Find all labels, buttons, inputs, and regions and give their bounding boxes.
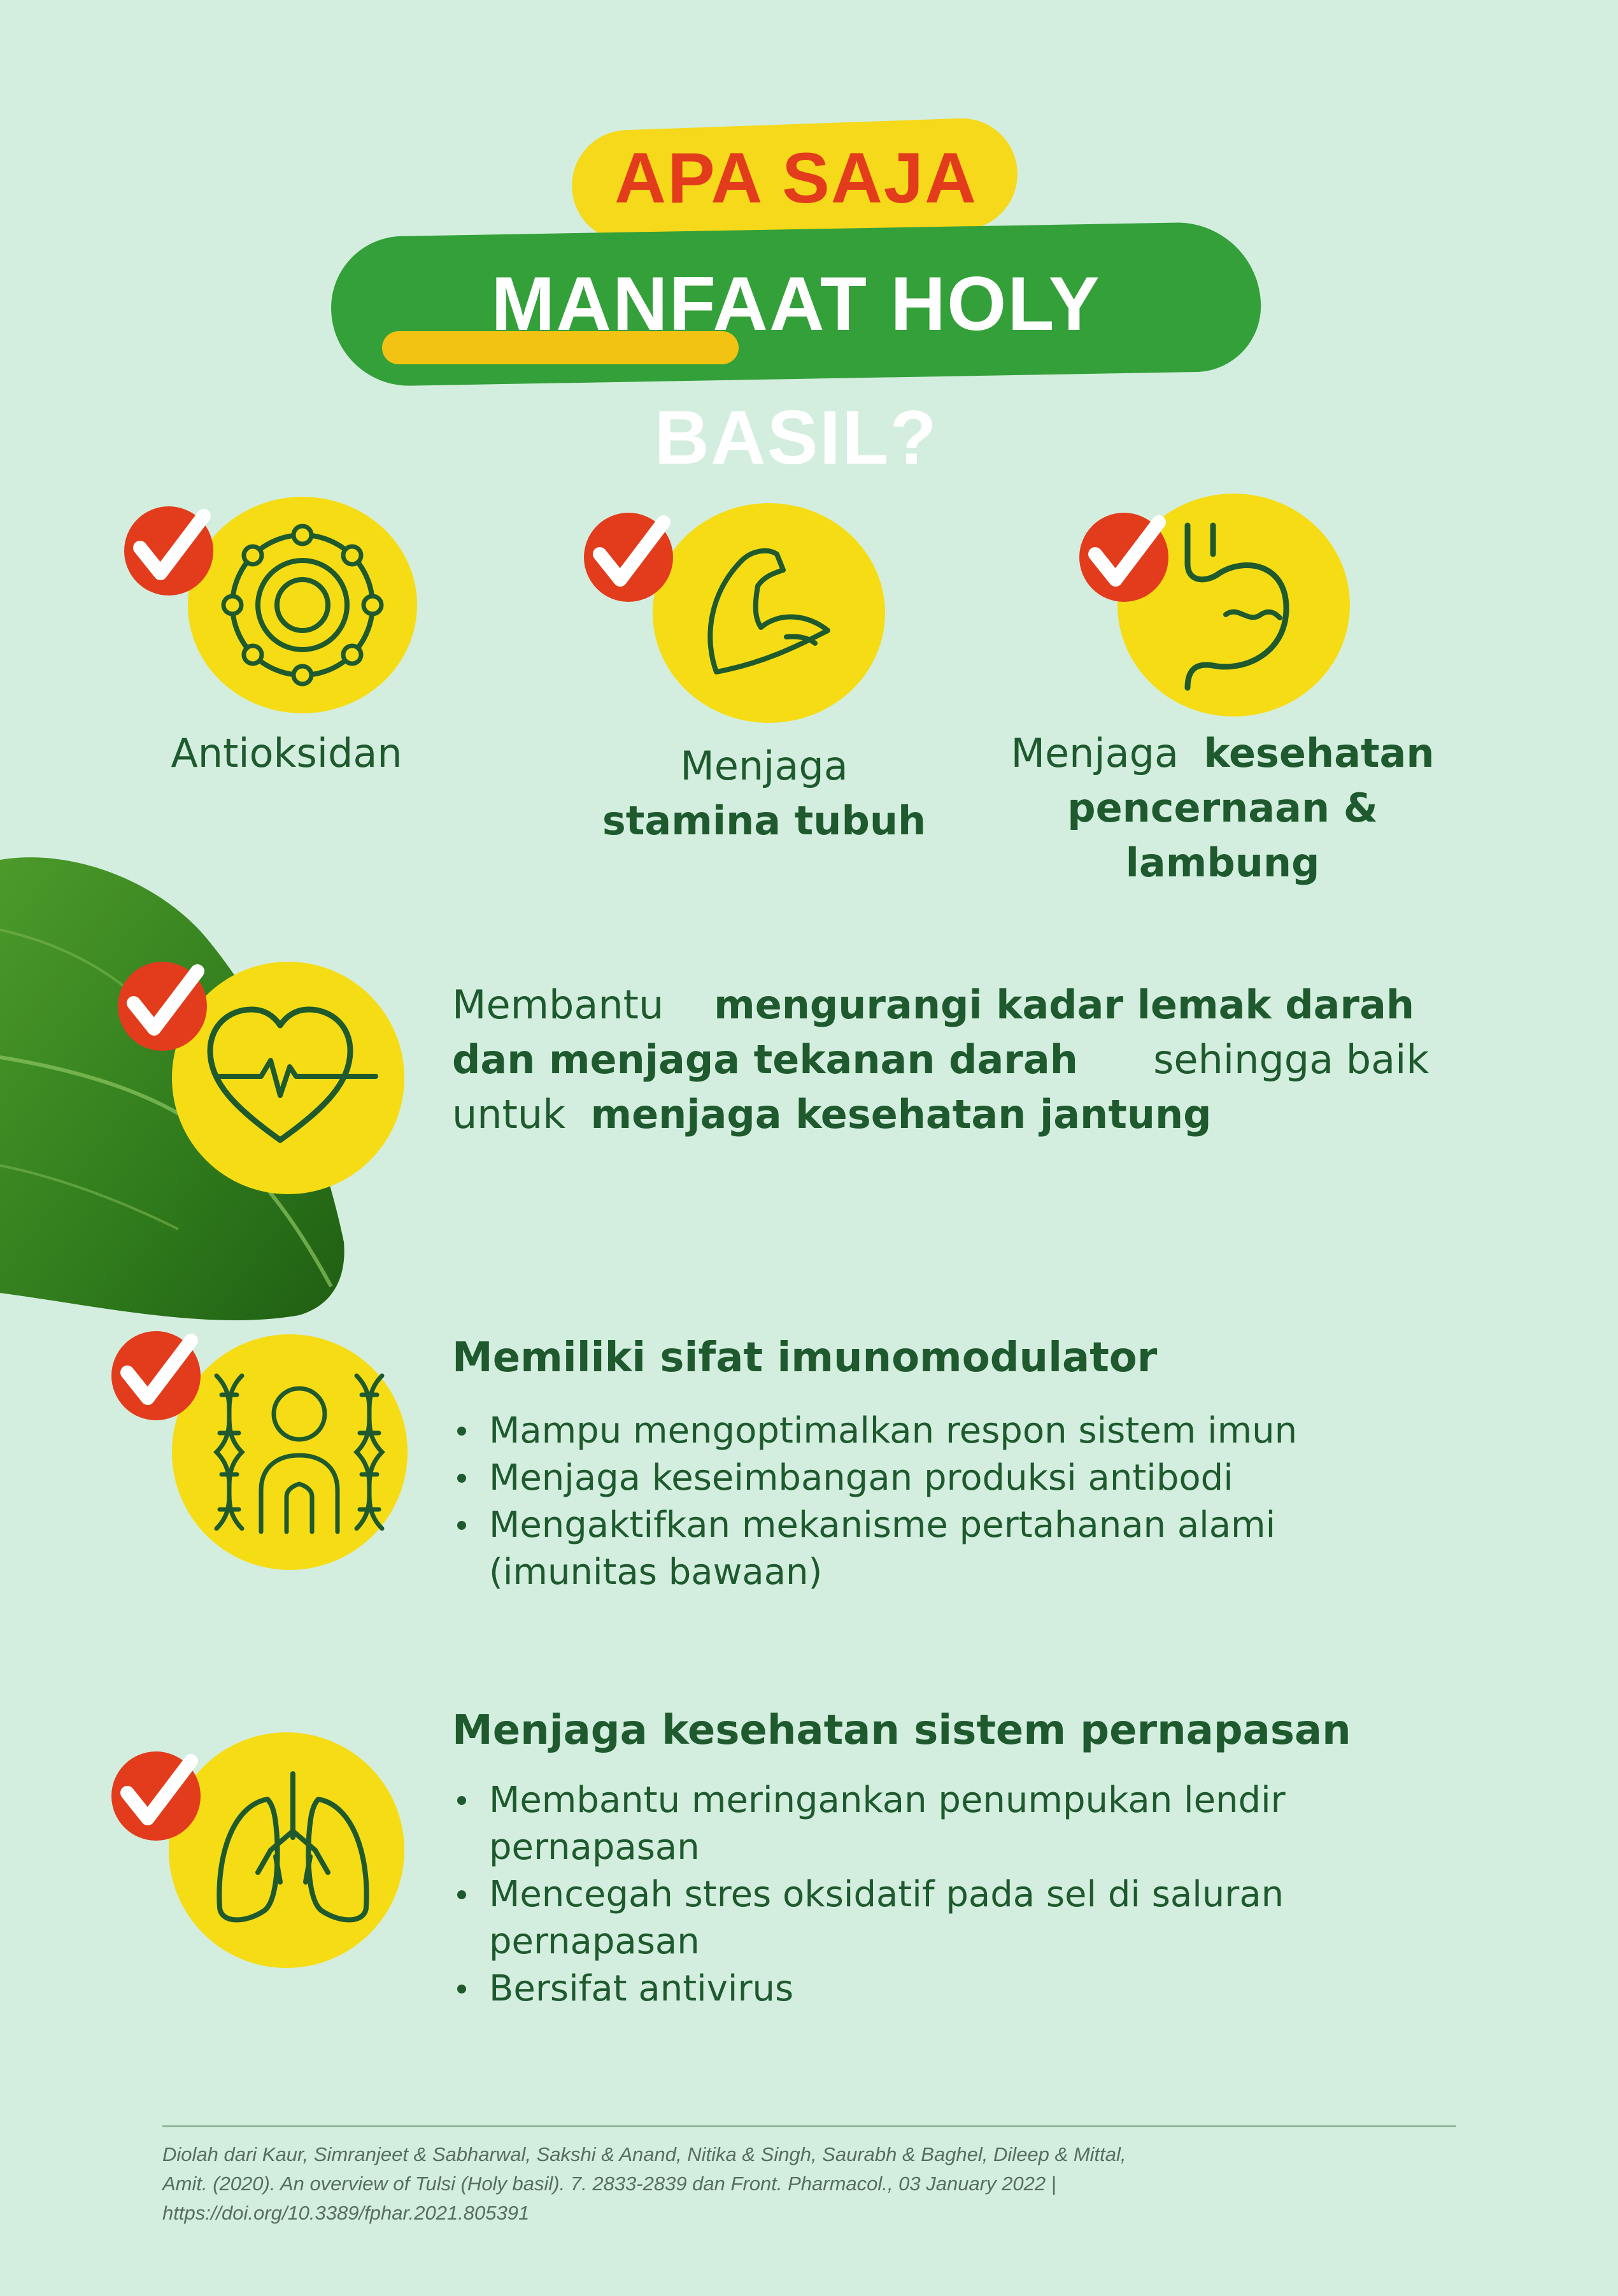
list-item: Bersifat antivirus (452, 1965, 1344, 2013)
immune-benefit-list (452, 1408, 1344, 1596)
stamina-label-bold: stamina tubuh (602, 797, 926, 844)
checkmark-icon (581, 510, 676, 605)
checkmark-icon (108, 1328, 204, 1423)
stamina-label (560, 739, 968, 848)
immune-section-title: Memiliki sifat imunomodulator (452, 1334, 1158, 1381)
heart-pulse-icon (197, 987, 382, 1159)
molecule-icon (216, 519, 388, 691)
heart-text-3: dan menjaga tekanan darah (452, 1036, 1078, 1083)
digestion-label-bold-1: kesehatan (1203, 730, 1435, 776)
heart-text-6: menjaga kesehatan jantung (590, 1091, 1212, 1137)
digestion-label-bold-3: lambung (1125, 839, 1320, 886)
title-line-1: APA SAJA (614, 138, 977, 218)
digestion-label-bold-2: pencernaan & (1067, 785, 1378, 831)
immune-dna-person-icon (204, 1369, 395, 1541)
heart-text-5: untuk (452, 1091, 566, 1137)
title-line-2: MANFAAT HOLY BASIL? (491, 261, 1101, 480)
list-item: Menjaga keseimbangan produksi antibodi (452, 1455, 1344, 1502)
digestion-label-normal: Menjaga (1011, 730, 1179, 776)
citation-link[interactable]: https://doi.org/10.3389/fphar.2021.805391 (162, 2202, 530, 2224)
heart-text-1: Membantu (452, 981, 664, 1028)
checkmark-icon (115, 959, 210, 1054)
lungs-icon (207, 1761, 379, 1933)
checkmark-icon (1076, 510, 1172, 605)
stomach-icon (1149, 519, 1315, 691)
heart-text-2: mengurangi kadar lemak darah (714, 981, 1414, 1028)
footer-divider (162, 2125, 1456, 2127)
list-item: Mampu mengoptimalkan respon sistem imun (452, 1408, 1344, 1455)
flexed-arm-icon (691, 535, 850, 688)
checkmark-icon (121, 503, 216, 599)
respiratory-section-title: Menjaga kesehatan sistem pernapasan (452, 1707, 1351, 1754)
list-item: Mengaktifkan mekanisme pertahanan alami (imunitas bawaan) (452, 1502, 1344, 1596)
stamina-label-normal: Menjaga (680, 743, 848, 789)
list-item: Membantu meringankan penumpukan lendir pernapasan (452, 1777, 1344, 1871)
checkmark-icon (108, 1748, 204, 1844)
respiratory-benefit-list (452, 1777, 1344, 2013)
citation-line-1: Diolah dari Kaur, Simranjeet & Sabharwal, Sakshi & Anand, Nitika & Singh, Saurabh & Baghel, Dileep & Mittal, (162, 2143, 1126, 2165)
digestion-label (987, 726, 1458, 890)
heart-text-4: sehingga baik (1153, 1036, 1430, 1083)
source-citation (162, 2140, 1372, 2228)
list-item: Mencegah stres oksidatif pada sel di saluran pernapasan (452, 1871, 1344, 1965)
citation-line-2: Amit. (2020). An overview of Tulsi (Holy basil). 7. 2833-2839 dan Front. Pharmacol., 03 January 2022 | (162, 2172, 1056, 2195)
heart-benefit-text (452, 978, 1471, 1142)
antioxidant-label: Antioksidan (171, 730, 402, 776)
